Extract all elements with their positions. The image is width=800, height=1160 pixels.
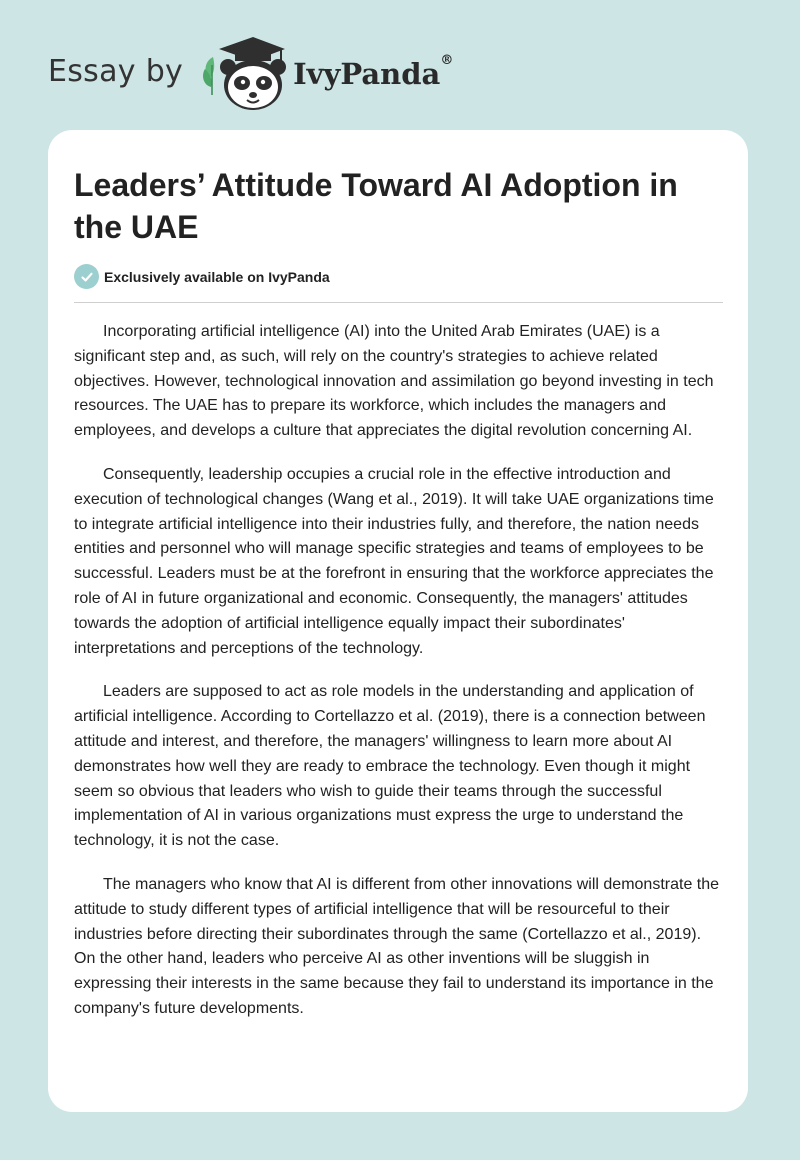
paragraph-3: Leaders are supposed to act as role models in the understanding and application of artificial intelligence. According to Cortellazzo et al. (2019), there is a connection between attitude and interest, and therefore, the managers' willingness to learn more about AI demonstrates how well they are ready to embrace the technology. Even though it might seem so obvious that leaders who wish to guide their teams through the successful implementation of AI in various organizations must express the urge to understand the technology, it is not the case. xyxy=(74,683,706,850)
registered-mark: ® xyxy=(440,53,454,68)
article-title: Leaders’ Attitude Toward AI Adoption in the UAE xyxy=(74,167,678,245)
paragraph-4: The managers who know that AI is different from other innovations will demonstrate the attitude to study different types of artificial intelligence that will be resourceful to their industries before directing their subordinates through the same (Cortellazzo et al., 2019). On the other hand, leaders who perceive AI as other inventions will be sluggish in expressing their interests in the same because they fail to understand its importance in the company's future developments. xyxy=(74,875,720,1017)
site-header xyxy=(48,34,453,114)
paragraph-2: Consequently, leadership occupies a crucial role in the effective introduction and execution of technological changes (Wang et al., 2019). It will take UAE organizations time to integrate artificial intelligence into their industries fully, and therefore, the nation needs entities and personnel who will manage specific strategies and teams of employees to be successful. Leaders must be at the forefront in ensuring that the workforce appreciates the role of AI in future organizational and economic. Consequently, the managers' attitudes towards the adoption of artificial intelligence equally impact their subordinates' interpretations and perceptions of the technology. xyxy=(74,465,714,657)
exclusive-badge-label: Exclusively available on IvyPanda xyxy=(104,268,330,285)
essay-by-label: Essay by xyxy=(48,53,184,89)
article-body xyxy=(74,320,726,1041)
article-card xyxy=(48,130,748,1112)
brand-name[interactable] xyxy=(293,53,454,91)
paragraph-1: Incorporating artificial intelligence (AI) into the United Arab Emirates (UAE) is a significant step and, as such, will rely on the country's strategies to achieve related objectives. However, technological innovation and assimilation go beyond investing in tech resources. The UAE has to prepare its workforce, which includes the managers and employees, and develops a culture that appreciates the digital revolution concerning AI. xyxy=(74,323,714,440)
check-circle-icon xyxy=(74,264,99,289)
brand-text[interactable]: IvyPanda xyxy=(293,57,441,91)
panda-graduate-icon[interactable] xyxy=(201,35,287,113)
exclusive-badge xyxy=(74,264,330,289)
divider xyxy=(74,302,723,303)
